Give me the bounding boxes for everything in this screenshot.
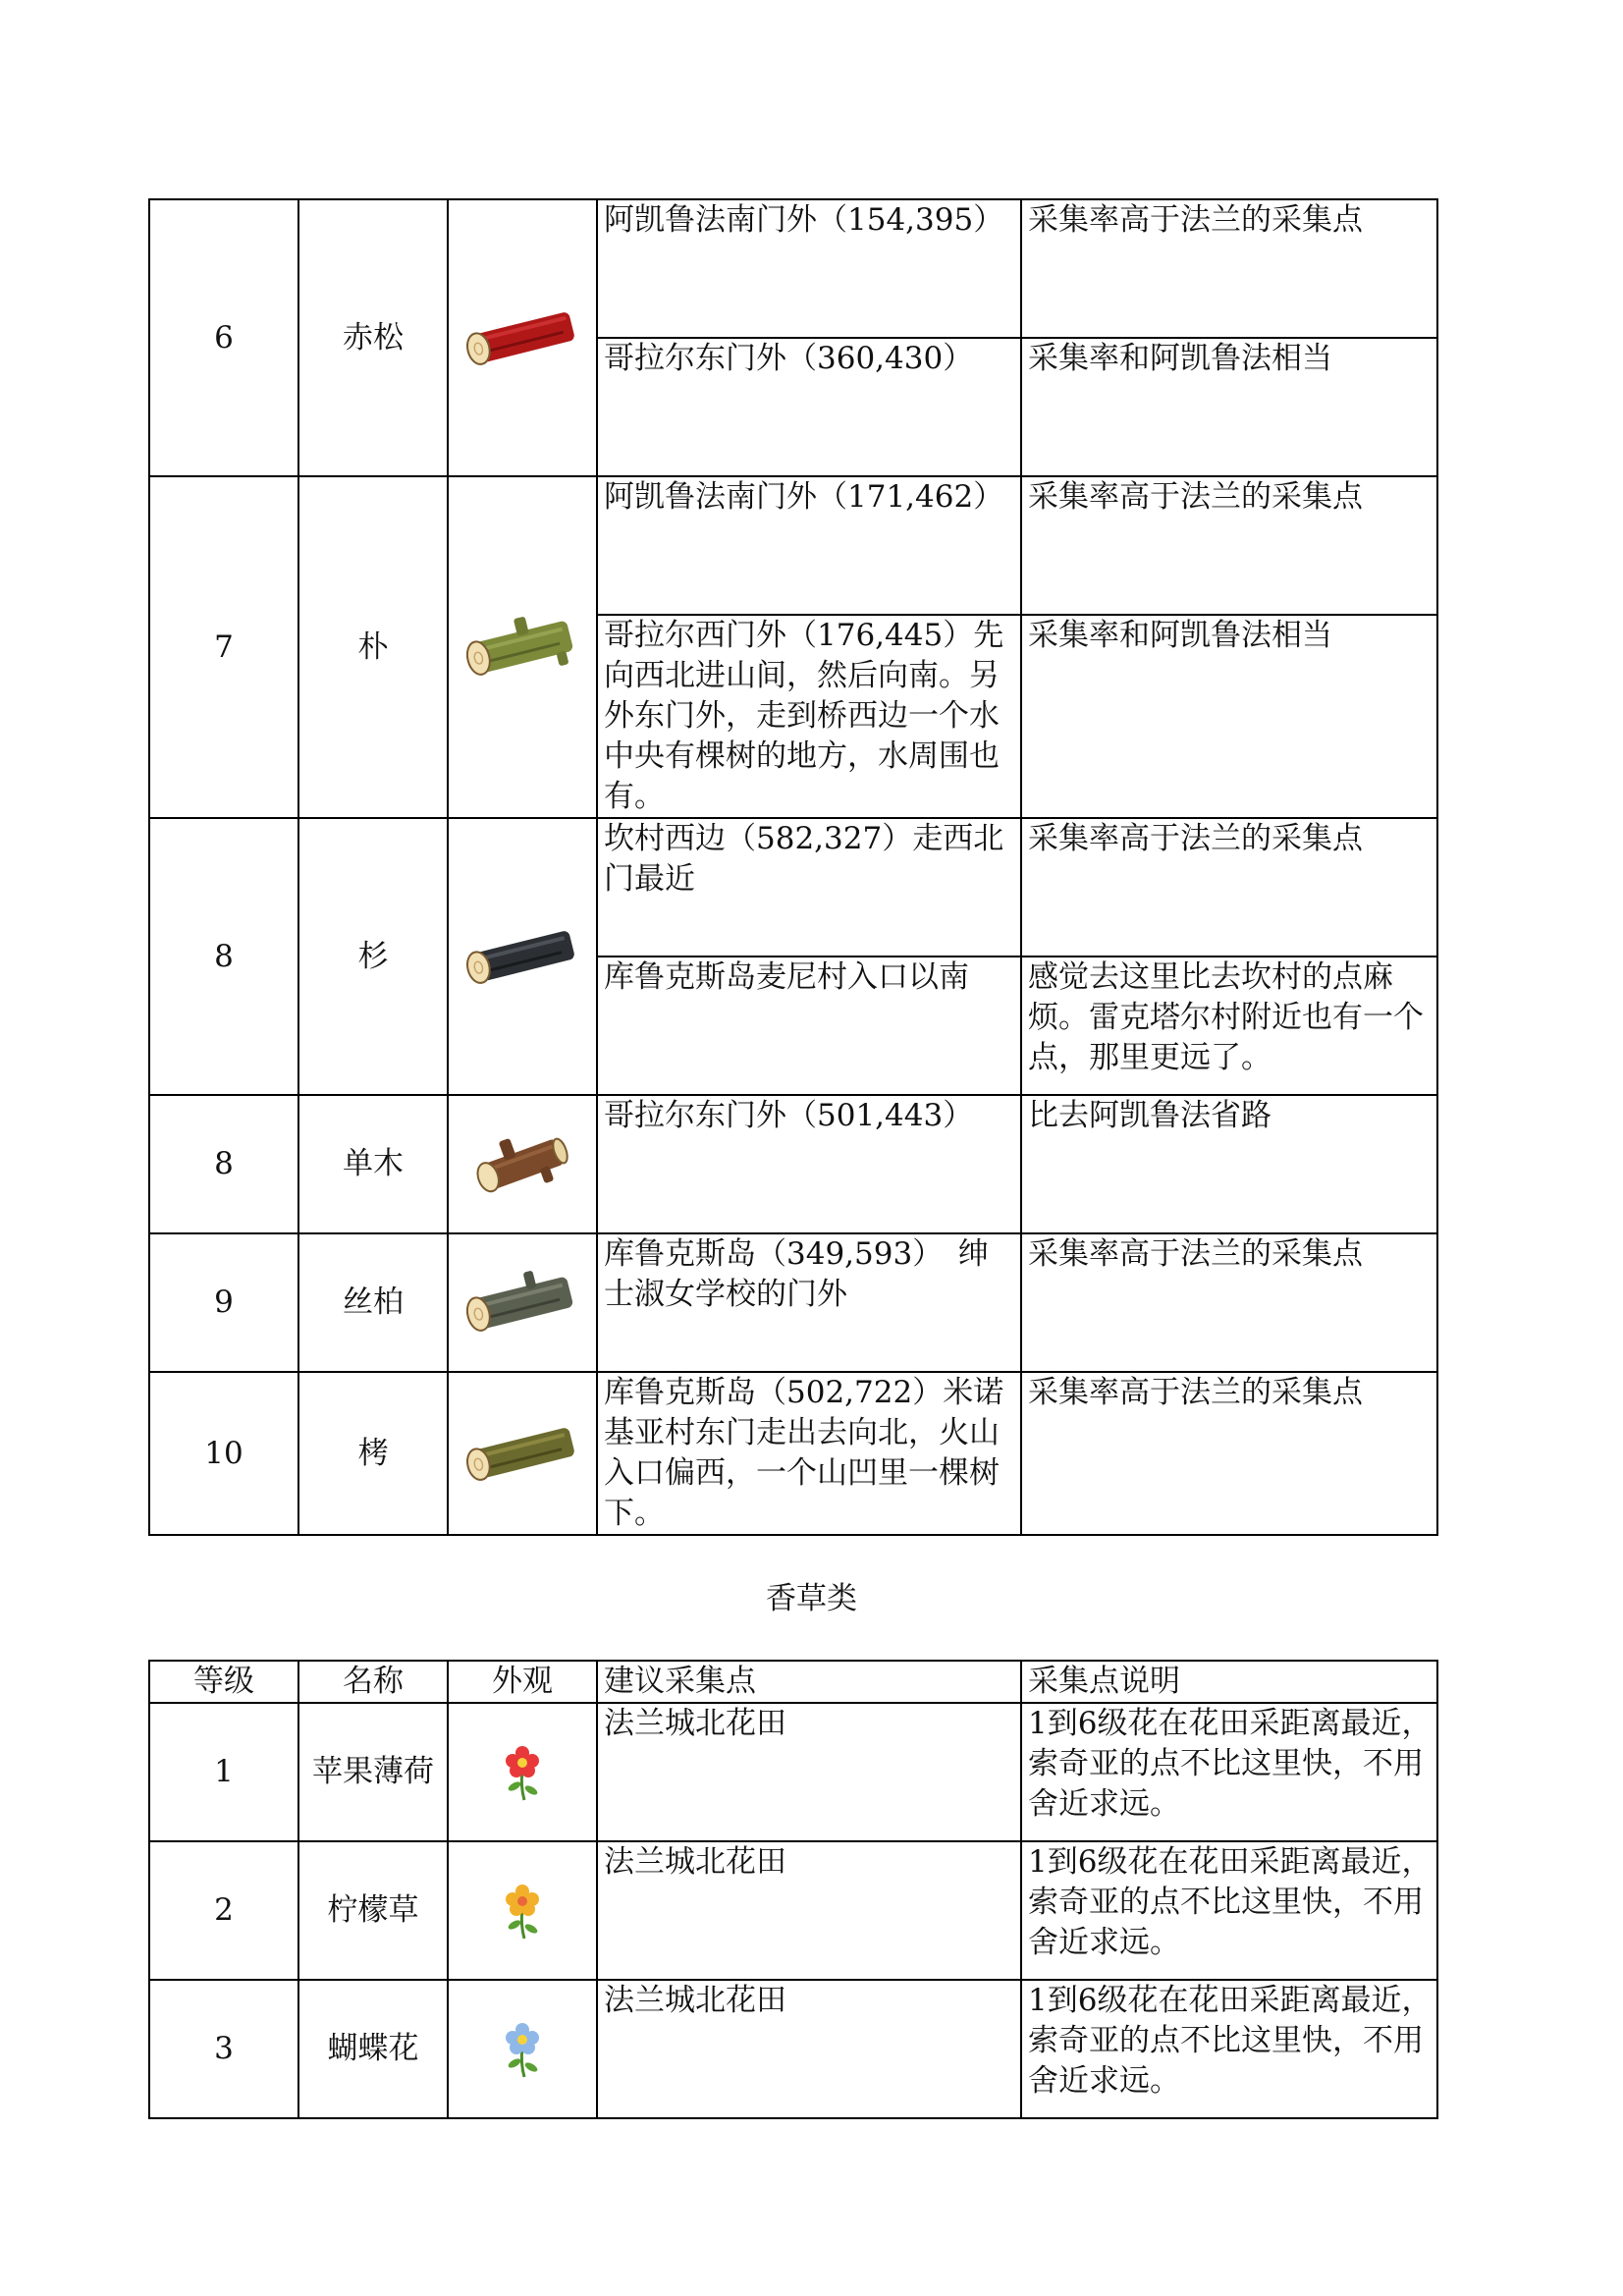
level-cell: 9 bbox=[149, 1233, 298, 1372]
single-wood-log-icon bbox=[468, 1125, 576, 1204]
apple-mint-flower-icon bbox=[495, 1741, 550, 1804]
appearance-cell bbox=[448, 1372, 597, 1535]
section-title: 香草类 bbox=[766, 1581, 857, 1616]
table-row bbox=[149, 818, 1437, 957]
location-cell: 哥拉尔东门外（360,430） bbox=[597, 338, 1021, 476]
name-cell: 苹果薄荷 bbox=[298, 1703, 448, 1841]
appearance-cell bbox=[448, 1980, 597, 2118]
level-cell: 6 bbox=[149, 199, 298, 476]
header-name: 名称 bbox=[298, 1661, 448, 1703]
name-cell: 柠檬草 bbox=[298, 1841, 448, 1980]
header-appearance: 外观 bbox=[448, 1661, 597, 1703]
name-cell: 栲 bbox=[298, 1372, 448, 1535]
appearance-cell bbox=[448, 199, 597, 476]
location-cell: 阿凯鲁法南门外（171,462） bbox=[597, 476, 1021, 615]
name-cell: 赤松 bbox=[298, 199, 448, 476]
level-cell: 2 bbox=[149, 1841, 298, 1980]
location-cell: 库鲁克斯岛（349,593） 绅士淑女学校的门外 bbox=[597, 1233, 1021, 1372]
note-cell: 1到6级花在花田采距离最近，索奇亚的点不比这里快，不用舍近求远。 bbox=[1021, 1980, 1437, 2118]
hackberry-log-icon bbox=[461, 608, 583, 686]
location-cell: 阿凯鲁法南门外（154,395） bbox=[597, 199, 1021, 338]
appearance-cell bbox=[448, 1233, 597, 1372]
table-row bbox=[149, 1233, 1437, 1372]
red-pine-log-icon bbox=[461, 303, 583, 372]
location-cell: 哥拉尔西门外（176,445）先向西北进山间，然后向南。另外东门外，走到桥西边一个水中央有棵树的地方，水周围也有。 bbox=[597, 615, 1021, 818]
header-note: 采集点说明 bbox=[1021, 1661, 1437, 1703]
note-cell: 采集率和阿凯鲁法相当 bbox=[1021, 615, 1437, 818]
table-row bbox=[149, 1703, 1437, 1841]
cypress-log-icon bbox=[461, 1264, 583, 1342]
note-cell: 采集率高于法兰的采集点 bbox=[1021, 818, 1437, 957]
appearance-cell bbox=[448, 1841, 597, 1980]
table-row bbox=[149, 1095, 1437, 1233]
location-cell: 法兰城北花田 bbox=[597, 1841, 1021, 1980]
level-cell: 8 bbox=[149, 1095, 298, 1233]
chinquapin-log-icon bbox=[461, 1419, 583, 1488]
level-cell: 1 bbox=[149, 1703, 298, 1841]
location-cell: 哥拉尔东门外（501,443） bbox=[597, 1095, 1021, 1233]
name-cell: 朴 bbox=[298, 476, 448, 818]
level-cell: 8 bbox=[149, 818, 298, 1095]
table-row bbox=[149, 1372, 1437, 1535]
location-cell: 库鲁克斯岛（502,722）米诺基亚村东门走出去向北，火山入口偏西，一个山凹里一棵树下。 bbox=[597, 1372, 1021, 1535]
lemongrass-flower-icon bbox=[495, 1880, 550, 1942]
note-cell: 1到6级花在花田采距离最近，索奇亚的点不比这里快，不用舍近求远。 bbox=[1021, 1703, 1437, 1841]
level-cell: 10 bbox=[149, 1372, 298, 1535]
header-spot: 建议采集点 bbox=[597, 1661, 1021, 1703]
note-cell: 采集率高于法兰的采集点 bbox=[1021, 1233, 1437, 1372]
location-cell: 法兰城北花田 bbox=[597, 1980, 1021, 2118]
note-cell: 1到6级花在花田采距离最近，索奇亚的点不比这里快，不用舍近求远。 bbox=[1021, 1841, 1437, 1980]
level-cell: 7 bbox=[149, 476, 298, 818]
name-cell: 单木 bbox=[298, 1095, 448, 1233]
header-level: 等级 bbox=[149, 1661, 298, 1703]
butterfly-flower-icon bbox=[495, 2018, 550, 2081]
note-cell: 采集率和阿凯鲁法相当 bbox=[1021, 338, 1437, 476]
note-cell: 采集率高于法兰的采集点 bbox=[1021, 1372, 1437, 1535]
table-row bbox=[149, 1980, 1437, 2118]
table-row bbox=[149, 199, 1437, 338]
appearance-cell bbox=[448, 1703, 597, 1841]
note-cell: 采集率高于法兰的采集点 bbox=[1021, 199, 1437, 338]
appearance-cell bbox=[448, 818, 597, 1095]
note-cell: 采集率高于法兰的采集点 bbox=[1021, 476, 1437, 615]
location-cell: 库鲁克斯岛麦尼村入口以南 bbox=[597, 957, 1021, 1095]
appearance-cell bbox=[448, 476, 597, 818]
location-cell: 坎村西边（582,327）走西北门最近 bbox=[597, 818, 1021, 957]
appearance-cell bbox=[448, 1095, 597, 1233]
name-cell: 杉 bbox=[298, 818, 448, 1095]
note-cell: 比去阿凯鲁法省路 bbox=[1021, 1095, 1437, 1233]
table-row bbox=[149, 1841, 1437, 1980]
level-cell: 3 bbox=[149, 1980, 298, 2118]
name-cell: 蝴蝶花 bbox=[298, 1980, 448, 2118]
name-cell: 丝柏 bbox=[298, 1233, 448, 1372]
note-cell: 感觉去这里比去坎村的点麻烦。雷克塔尔村附近也有一个点，那里更远了。 bbox=[1021, 957, 1437, 1095]
cedar-log-icon bbox=[461, 922, 583, 991]
header-row bbox=[149, 1661, 1437, 1703]
table-row bbox=[149, 476, 1437, 615]
herb-gathering-table bbox=[148, 1660, 1438, 2119]
location-cell: 法兰城北花田 bbox=[597, 1703, 1021, 1841]
wood-gathering-table bbox=[148, 198, 1438, 1536]
